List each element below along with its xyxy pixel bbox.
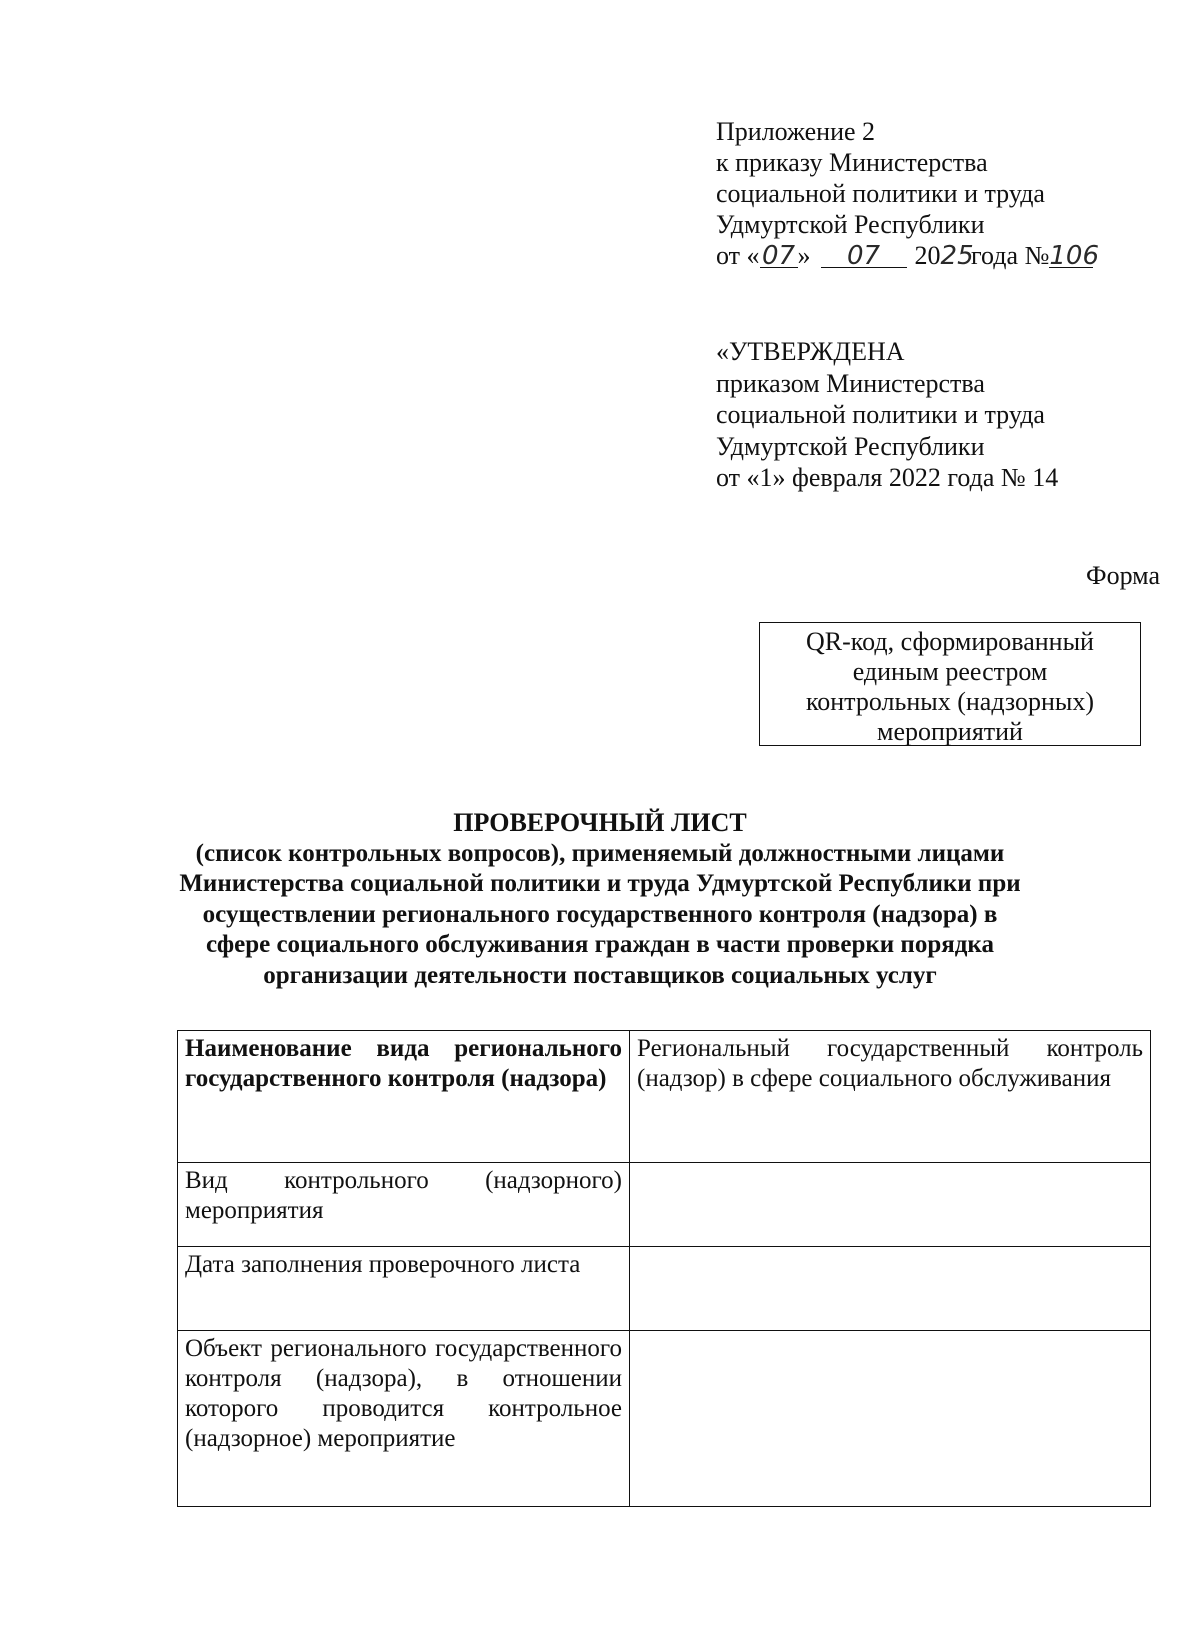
annex-date-line <box>716 240 1136 271</box>
row-label-control-object: Объект регионального государственного контроля (надзора), в отношении которого проводится контрольное (надзорное) мероприятие <box>178 1331 630 1507</box>
qr-box-line-1: QR-код, сформированный <box>806 627 1094 656</box>
qr-code-placeholder-box <box>759 622 1141 746</box>
form-label: Форма <box>1086 561 1160 590</box>
approved-line-republic: Удмуртской Республики <box>716 431 985 461</box>
approved-title: «УТВЕРЖДЕНА <box>716 337 905 366</box>
handwritten-year: 25 <box>940 241 974 271</box>
row-label-control-type: Наименование вида регионального государственного контроля (надзора) <box>178 1031 630 1163</box>
date-quote-close: » <box>797 241 811 270</box>
annex-line-ministry: социальной политики и труда <box>716 179 1045 208</box>
table-row <box>178 1163 1151 1247</box>
title-line-5: организации деятельности поставщиков социальных услуг <box>263 961 937 989</box>
annex-block <box>716 116 1136 271</box>
date-prefix: от « <box>716 241 760 270</box>
title-main: ПРОВЕРОЧНЫЙ ЛИСТ <box>453 808 747 837</box>
handwritten-number: 106 <box>1049 241 1100 271</box>
title-line-1: (список контрольных вопросов), применяемый должностными лицами <box>195 839 1005 867</box>
annex-title: Приложение 2 <box>716 117 876 146</box>
row-value-control-object[interactable] <box>630 1331 1151 1507</box>
date-year-prefix: 20 <box>914 241 941 270</box>
approved-block <box>716 336 1136 494</box>
approved-line-order: приказом Министерства <box>716 368 985 398</box>
handwritten-day: 07 <box>760 245 798 268</box>
title-line-2: Министерства социальной политики и труда Удмуртской Республики при <box>179 870 1021 897</box>
row-label-fill-date: Дата заполнения проверочного листа <box>178 1247 630 1331</box>
title-line-3: осуществлении регионального государственного контроля (надзора) в <box>202 900 998 928</box>
table-row <box>178 1331 1151 1507</box>
checklist-header-table <box>177 1030 1151 1507</box>
row-value-control-type: Региональный государственный контроль (надзор) в сфере социального обслуживания <box>630 1031 1151 1163</box>
date-suffix: года № <box>971 241 1050 270</box>
qr-box-line-4: мероприятий <box>877 717 1023 746</box>
row-label-event-type: Вид контрольного (надзорного) мероприятия <box>178 1163 630 1247</box>
table-row <box>178 1247 1151 1331</box>
row-value-event-type[interactable] <box>630 1163 1151 1247</box>
qr-box-line-3: контрольных (надзорных) <box>805 687 1095 716</box>
approved-line-ministry: социальной политики и труда <box>716 400 1045 429</box>
table-row <box>178 1031 1151 1163</box>
row-value-fill-date[interactable] <box>630 1247 1151 1331</box>
approved-date-line: от «1» февраля 2022 года № 14 <box>716 463 1059 492</box>
handwritten-month: 07 <box>821 245 907 268</box>
annex-line-republic: Удмуртской Республики <box>716 210 985 239</box>
annex-line-order: к приказу Министерства <box>716 148 988 177</box>
title-line-4: сфере социального обслуживания граждан в части проверки порядка <box>206 931 994 958</box>
qr-box-line-2: единым реестром <box>852 657 1048 686</box>
document-title <box>160 808 1040 991</box>
